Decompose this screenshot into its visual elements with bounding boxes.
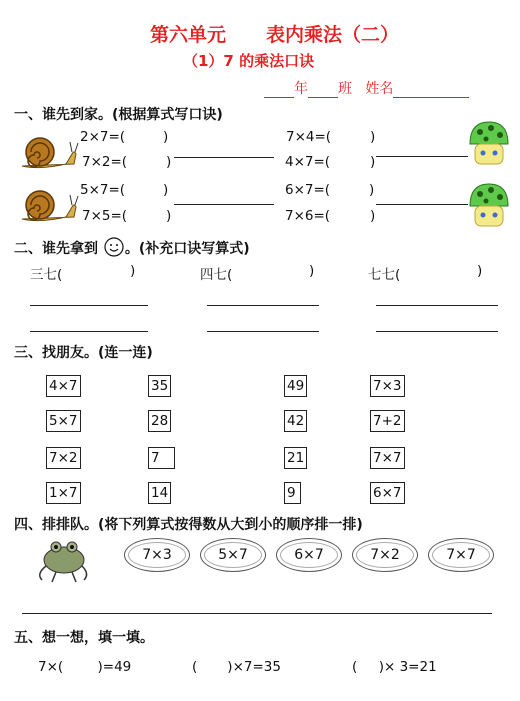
- equation-close: ): [166, 208, 172, 224]
- answer-line[interactable]: [207, 305, 319, 306]
- answer-line[interactable]: [376, 156, 468, 157]
- expression-oval[interactable]: 6×7: [276, 538, 342, 572]
- answer-line[interactable]: [376, 305, 498, 306]
- lesson-subtitle: （1）7 的乘法口诀: [183, 52, 315, 70]
- rhyme-close: ): [477, 263, 483, 279]
- equation-close: ): [369, 182, 375, 198]
- section5-title: 五、想一想，填一填。: [14, 630, 154, 646]
- match-box[interactable]: 28: [148, 410, 171, 432]
- equation-close: ): [370, 208, 376, 224]
- equation: 4×7=(: [285, 154, 331, 170]
- fill-blank[interactable]: 7×( )=49: [38, 659, 132, 675]
- match-box[interactable]: 4×7: [46, 375, 81, 397]
- equation: 7×2=(: [82, 154, 128, 170]
- equation: 5×7=(: [80, 182, 126, 198]
- match-box[interactable]: 42: [284, 410, 307, 432]
- year-label: 年: [294, 81, 308, 97]
- match-box[interactable]: 21: [284, 447, 307, 469]
- equation: 7×4=(: [286, 129, 332, 145]
- rhyme-prompt: 三七(: [30, 267, 63, 283]
- match-box[interactable]: 35: [148, 375, 171, 397]
- expression-oval[interactable]: 7×3: [124, 538, 190, 572]
- section2-title-b: 。(补充口诀写算式): [124, 241, 250, 257]
- rhyme-prompt: 七七(: [368, 267, 401, 283]
- equation-close: ): [163, 129, 169, 145]
- answer-line[interactable]: [376, 204, 468, 205]
- equation-close: ): [166, 154, 172, 170]
- match-box[interactable]: 6×7: [370, 482, 405, 504]
- rhyme-close: ): [309, 263, 315, 279]
- answer-line[interactable]: [174, 204, 274, 205]
- equation-close: ): [370, 154, 376, 170]
- unit-subject-title: 表内乘法（二）: [266, 24, 400, 46]
- expression-oval[interactable]: 7×2: [352, 538, 418, 572]
- section4-title: 四、排排队。(将下列算式按得数从大到小的顺序排一排): [14, 517, 363, 533]
- fill-blank[interactable]: ( )× 3=21: [352, 659, 437, 675]
- match-box[interactable]: 5×7: [46, 410, 81, 432]
- equation: 6×7=(: [285, 182, 331, 198]
- match-box[interactable]: 49: [284, 375, 307, 397]
- equation: 7×6=(: [285, 208, 331, 224]
- rhyme-prompt: 四七(: [200, 267, 233, 283]
- fill-blank[interactable]: ( )×7=35: [192, 659, 281, 675]
- answer-line[interactable]: [376, 331, 498, 332]
- unit-title: 第六单元: [150, 24, 227, 46]
- answer-line[interactable]: [207, 331, 319, 332]
- match-box[interactable]: 7×2: [46, 447, 81, 469]
- rhyme-close: ): [130, 263, 136, 279]
- match-box[interactable]: 14: [148, 482, 171, 504]
- match-box[interactable]: 9: [284, 482, 301, 504]
- answer-line[interactable]: [30, 331, 148, 332]
- expression-oval[interactable]: 5×7: [200, 538, 266, 572]
- section2-title: [14, 236, 250, 258]
- snail-icon: [20, 134, 80, 170]
- equation-close: ): [370, 129, 376, 145]
- frog-icon: [32, 534, 92, 584]
- equation: 7×5=(: [82, 208, 128, 224]
- answer-line[interactable]: [22, 613, 492, 614]
- name-label: 姓名: [365, 81, 394, 97]
- answer-line[interactable]: [30, 305, 148, 306]
- snail-icon: [20, 187, 80, 223]
- section3-title: 三、找朋友。(连一连): [14, 345, 153, 361]
- class-label: 班: [338, 81, 352, 97]
- answer-line[interactable]: [174, 157, 274, 158]
- smiley-icon: [103, 236, 125, 258]
- match-box[interactable]: 7+2: [370, 410, 405, 432]
- match-box[interactable]: 7×3: [370, 375, 405, 397]
- match-box[interactable]: 7×7: [370, 447, 405, 469]
- section1-title: 一、谁先到家。(根据算式写口诀): [14, 107, 223, 123]
- mushroom-house-icon: [466, 182, 512, 230]
- equation: 2×7=(: [80, 129, 126, 145]
- expression-oval[interactable]: 7×7: [428, 538, 494, 572]
- student-info-line: [264, 78, 469, 98]
- match-box[interactable]: 7: [148, 447, 175, 469]
- equation-close: ): [163, 182, 169, 198]
- mushroom-house-icon: [466, 120, 512, 168]
- match-box[interactable]: 1×7: [46, 482, 81, 504]
- section2-title-a: 二、谁先拿到: [14, 241, 98, 257]
